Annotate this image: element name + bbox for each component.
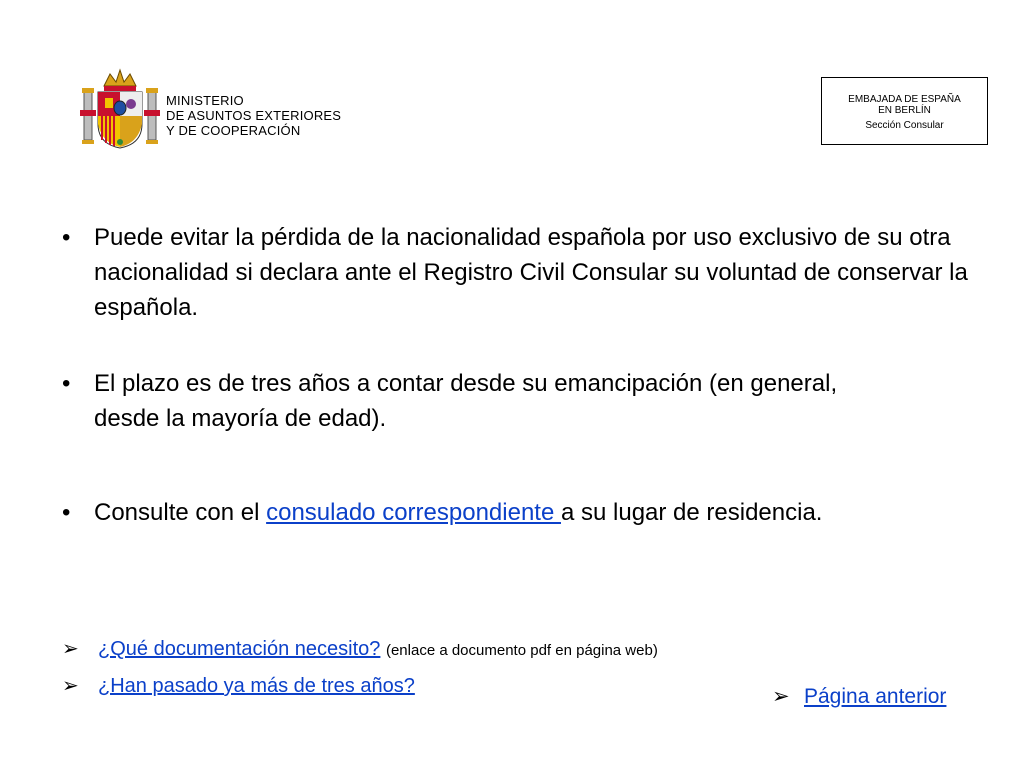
- consulate-link[interactable]: consulado correspondiente: [266, 499, 561, 526]
- bullet-text-2: El plazo es de tres años a contar desde su emancipación (en general, desde la mayoría de edad).: [94, 370, 838, 432]
- embassy-line-1: EMBAJADA DE ESPAÑA: [848, 94, 961, 105]
- arrowhead-icon: ➢: [62, 675, 79, 697]
- bullet-3-prefix: Consulte con el: [94, 499, 267, 526]
- three-years-link[interactable]: ¿Han pasado ya más de tres años?: [98, 675, 415, 697]
- bullet-text-3: [94, 495, 974, 530]
- arrow-item-previous-page: [772, 685, 946, 709]
- bullet-dot-icon: •: [62, 224, 71, 251]
- ministry-line-1: MINISTERIO: [166, 93, 244, 108]
- previous-page-link[interactable]: Página anterior: [804, 685, 947, 708]
- arrowhead-icon: ➢: [772, 685, 790, 708]
- embassy-box: [821, 77, 988, 145]
- bullet-3-suffix: a su lugar de residencia.: [560, 499, 823, 526]
- arrow-item-documentation: [62, 637, 658, 663]
- arrowhead-icon: ➢: [62, 638, 79, 660]
- bullet-text-1: Puede evitar la pérdida de la nacionalidad española por uso exclusivo de su otra nacionalidad si declara ante el Registro Civil Consular su voluntad de conservar la española.: [94, 224, 968, 321]
- ministry-line-3: Y DE COOPERACIÓN: [166, 123, 301, 138]
- documentation-note: (enlace a documento pdf en página web): [385, 642, 658, 659]
- embassy-line-2: EN BERLÍN: [878, 105, 931, 116]
- bullet-dot-icon: •: [62, 370, 71, 397]
- coat-of-arms-icon: [80, 68, 160, 150]
- documentation-link[interactable]: ¿Qué documentación necesito?: [98, 638, 381, 660]
- arrow-item-three-years: [62, 674, 415, 698]
- embassy-line-3: Sección Consular: [865, 120, 944, 131]
- ministry-line-2: DE ASUNTOS EXTERIORES: [166, 108, 342, 123]
- ministry-name: [166, 93, 341, 138]
- bullet-dot-icon: •: [62, 499, 71, 526]
